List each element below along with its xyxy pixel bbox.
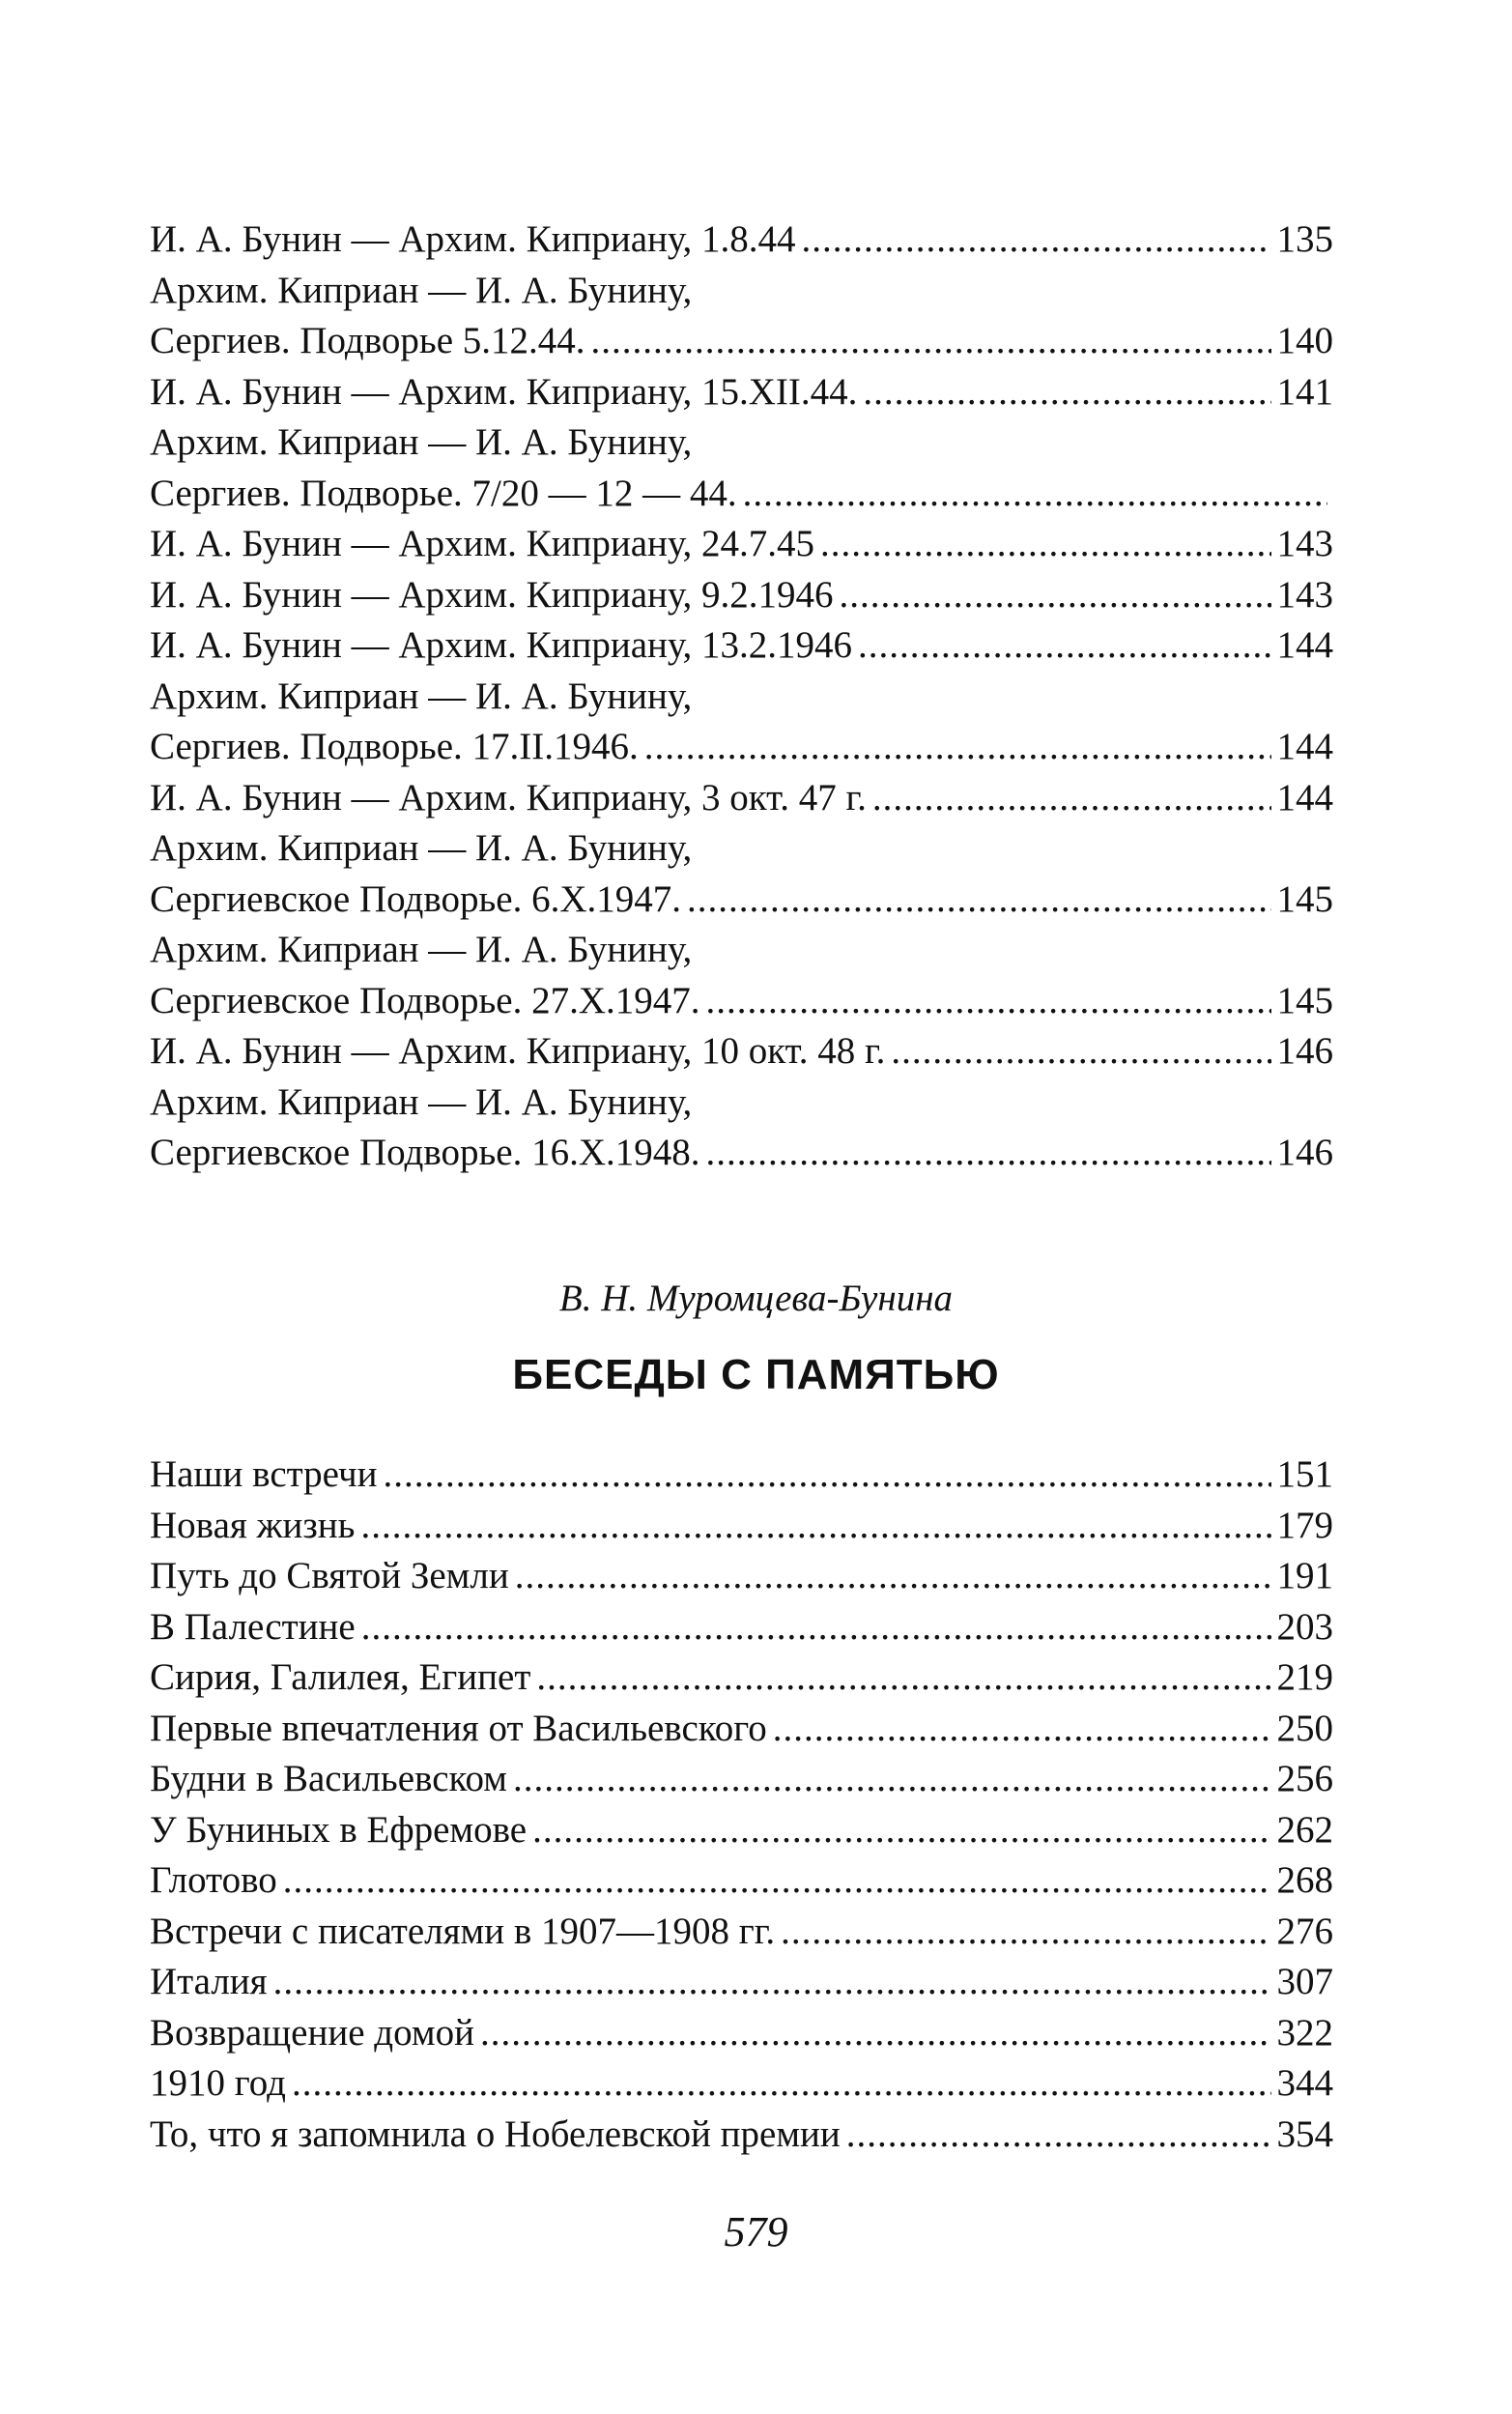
toc-entry-page: 276 xyxy=(1276,1910,1333,1952)
toc-entry xyxy=(150,620,1333,672)
dot-leader xyxy=(891,1026,1270,1078)
toc-entry xyxy=(150,722,1333,773)
toc-entry xyxy=(150,925,1333,976)
dot-leader xyxy=(644,722,1271,773)
toc-entry-page: 144 xyxy=(1276,776,1333,819)
dot-leader xyxy=(858,620,1271,672)
toc-entry xyxy=(150,1551,1333,1602)
toc-entry xyxy=(150,1602,1333,1653)
toc-entry-title: И. А. Бунин — Архим. Киприану, 13.2.1946 xyxy=(150,624,852,666)
toc-entry-title: Возвращение домой xyxy=(150,2011,474,2054)
toc-entry-title: Сергиев. Подворье. 7/20 — 12 — 44. xyxy=(150,472,737,514)
toc-entry-title: Сергиевское Подворье. 6.X.1947. xyxy=(150,877,682,920)
toc-entry-title: Встречи с писателями в 1907—1908 гг. xyxy=(150,1910,776,1952)
dot-leader xyxy=(687,875,1270,926)
toc-entry xyxy=(150,1907,1333,1958)
toc-entry-page: 307 xyxy=(1276,1961,1333,2002)
toc-entry-page: 140 xyxy=(1276,320,1333,361)
toc-entry xyxy=(150,519,1333,570)
dot-leader xyxy=(536,1652,1270,1704)
toc-entry-title: У Буниных в Ефремове xyxy=(150,1808,528,1851)
toc-entry-title: И. А. Бунин — Архим. Киприану, 24.7.45 xyxy=(150,523,814,564)
toc-entry-title: То, что я запомнила о Нобелевской премии xyxy=(150,2112,841,2155)
toc-entry xyxy=(150,1501,1333,1552)
toc-entry xyxy=(150,570,1333,621)
toc-entry-title: Сергиевское Подворье. 27.X.1947. xyxy=(150,979,700,1021)
toc-entry-title: Сергиевское Подворье. 16.X.1948. xyxy=(150,1132,700,1173)
toc-entry xyxy=(150,1704,1333,1755)
dot-leader xyxy=(743,469,1327,520)
section-author: В. Н. Муромцева-Бунина xyxy=(558,1278,954,1319)
toc-entry-page: 146 xyxy=(1276,1132,1333,1173)
dot-leader xyxy=(513,1754,1271,1805)
toc-entry-page: 250 xyxy=(1276,1707,1333,1749)
toc-entry-title: Архим. Киприан — И. А. Бунину, xyxy=(150,929,693,970)
toc-entry xyxy=(150,773,1333,824)
toc-entry xyxy=(150,1450,1333,1501)
dot-leader xyxy=(515,1551,1271,1602)
toc-entry xyxy=(150,2058,1333,2110)
toc-entry-title: И. А. Бунин — Архим. Киприану, 3 окт. 47 г. xyxy=(150,776,867,819)
toc-entry-page: 144 xyxy=(1276,726,1333,767)
toc-entry-page: 191 xyxy=(1276,1555,1333,1596)
toc-list-memoirs xyxy=(150,1450,1333,2160)
toc-entry xyxy=(150,1026,1333,1078)
dot-leader xyxy=(820,519,1271,570)
toc-entry-page: 354 xyxy=(1276,2112,1333,2155)
toc-entry-page: 146 xyxy=(1276,1030,1333,1072)
toc-entry-page: 203 xyxy=(1276,1605,1333,1648)
toc-entry-title: И. А. Бунин — Архим. Киприану, 15.XII.44. xyxy=(150,370,858,413)
toc-entry-page: 262 xyxy=(1276,1808,1333,1851)
toc-entry xyxy=(150,875,1333,926)
dot-leader xyxy=(360,1501,1270,1552)
toc-entry-title: Сергиев. Подворье 5.12.44. xyxy=(150,320,585,361)
dot-leader xyxy=(591,316,1271,367)
toc-entry xyxy=(150,1078,1333,1129)
dot-leader xyxy=(480,2008,1271,2059)
toc-entry-page: 151 xyxy=(1276,1453,1333,1495)
toc-entry-title: 1910 год xyxy=(150,2062,286,2104)
toc-entry-title: Наши встречи xyxy=(150,1453,378,1495)
toc-entry-page: 145 xyxy=(1276,877,1333,920)
toc-entry xyxy=(150,672,1333,723)
toc-entry-title: И. А. Бунин — Архим. Киприану, 10 окт. 48 г. xyxy=(150,1030,886,1072)
toc-entry xyxy=(150,2110,1333,2161)
toc-entry xyxy=(150,316,1333,367)
toc-entry xyxy=(150,1957,1333,2008)
toc-entry-title: Сирия, Галилея, Египет xyxy=(150,1656,531,1698)
dot-leader xyxy=(872,773,1271,824)
toc-entry xyxy=(150,1805,1333,1856)
toc-entry-page: 268 xyxy=(1276,1859,1333,1901)
dot-leader xyxy=(846,2110,1271,2161)
toc-list-letters xyxy=(150,215,1333,1179)
dot-leader xyxy=(383,1450,1270,1501)
dot-leader xyxy=(283,1855,1271,1907)
dot-leader xyxy=(781,1907,1270,1958)
dot-leader xyxy=(532,1805,1270,1856)
toc-entry xyxy=(150,367,1333,418)
toc-entry xyxy=(150,1128,1333,1179)
dot-leader xyxy=(801,215,1270,266)
section-title: БЕСЕДЫ С ПАМЯТЬЮ xyxy=(512,1351,1000,1398)
dot-leader xyxy=(292,2058,1271,2110)
toc-entry-page: 219 xyxy=(1276,1656,1333,1698)
toc-entry-title: Будни в Васильевском xyxy=(150,1758,507,1799)
toc-entry xyxy=(150,417,1333,469)
toc-entry xyxy=(150,1855,1333,1907)
toc-entry-title: Путь до Святой Земли xyxy=(150,1555,509,1596)
toc-entry-title: Архим. Киприан — И. А. Бунину, xyxy=(150,269,693,311)
toc-entry-page: 135 xyxy=(1276,218,1333,260)
toc-entry-title: Сергиев. Подворье. 17.II.1946. xyxy=(150,726,639,767)
toc-entry-title: И. А. Бунин — Архим. Киприану, 1.8.44 xyxy=(150,218,796,260)
toc-entry-title: Архим. Киприан — И. А. Бунину, xyxy=(150,421,693,463)
dot-leader xyxy=(839,570,1270,621)
toc-entry-title: В Палестине xyxy=(150,1605,356,1648)
toc-entry-page: 141 xyxy=(1276,370,1333,413)
toc-entry-title: Глотово xyxy=(150,1859,277,1901)
toc-entry-title: Архим. Киприан — И. А. Бунину, xyxy=(150,1080,693,1123)
toc-entry-title: Первые впечатления от Васильевского xyxy=(150,1707,767,1749)
dot-leader xyxy=(706,1128,1271,1179)
toc-entry xyxy=(150,469,1333,520)
dot-leader xyxy=(773,1704,1271,1755)
dot-leader xyxy=(863,367,1270,418)
toc-entry-title: Италия xyxy=(150,1961,268,2002)
toc-entry xyxy=(150,2008,1333,2059)
toc-entry-title: Архим. Киприан — И. А. Бунину, xyxy=(150,675,693,717)
toc-entry-page: 145 xyxy=(1276,979,1333,1021)
dot-leader xyxy=(361,1602,1271,1653)
toc-entry-title: Архим. Киприан — И. А. Бунину, xyxy=(150,827,693,869)
toc-entry-title: И. А. Бунин — Архим. Киприану, 9.2.1946 xyxy=(150,573,834,616)
dot-leader xyxy=(706,976,1271,1027)
page-number: 579 xyxy=(724,2208,788,2256)
toc-entry xyxy=(150,1754,1333,1805)
toc-entry xyxy=(150,266,1333,317)
toc-entry xyxy=(150,823,1333,875)
toc-entry-page: 144 xyxy=(1276,624,1333,666)
dot-leader xyxy=(273,1957,1271,2008)
toc-entry-page: 322 xyxy=(1276,2011,1333,2054)
toc-entry xyxy=(150,215,1333,266)
toc-entry-page: 256 xyxy=(1276,1758,1333,1799)
toc-entry-title: Новая жизнь xyxy=(150,1504,356,1546)
toc-entry-page: 143 xyxy=(1276,523,1333,564)
toc-entry-page: 179 xyxy=(1276,1504,1333,1546)
toc-entry-page: 344 xyxy=(1276,2062,1333,2104)
toc-entry xyxy=(150,976,1333,1027)
toc-entry xyxy=(150,1652,1333,1704)
toc-entry-page: 143 xyxy=(1276,573,1333,616)
